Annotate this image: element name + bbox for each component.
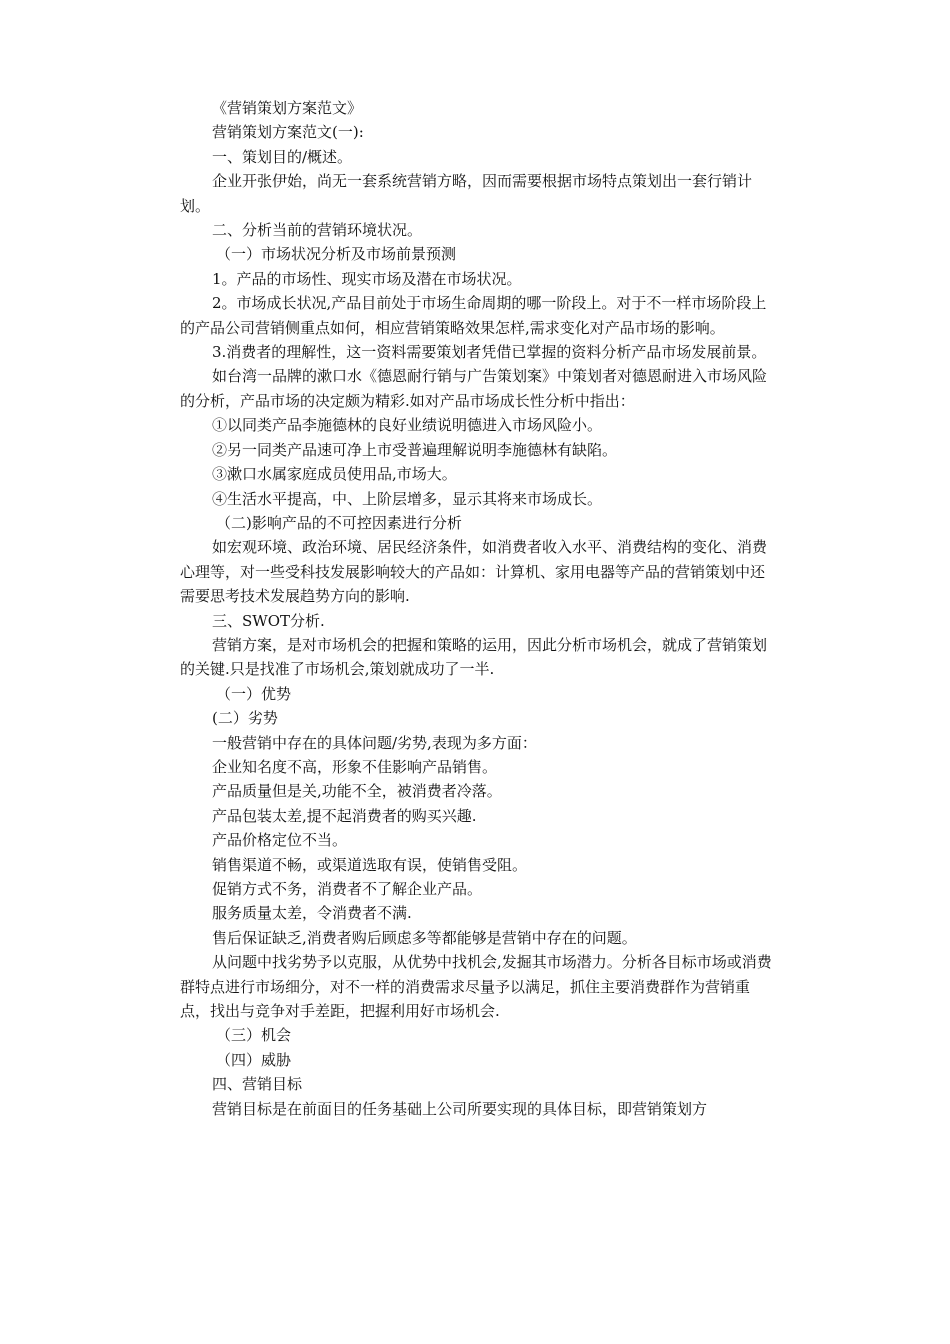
list-item: 售后保证缺乏,消费者购后顾虑多等都能够是营销中存在的问题。 xyxy=(212,928,637,947)
body-paragraph: 如宏观环境、政治环境、居民经济条件，如消费者收入水平、消费结构的变化、消费心理等，对一些受科技发展影响较大的产品如：计算机、家用电器等产品的营销策划中还需要思考技术发展趋势方向的影响. xyxy=(180,538,768,606)
list-item: ①以同类产品李施德林的良好业绩说明德进入市场风险小。 xyxy=(212,416,603,435)
body-paragraph: 一般营销中存在的具体问题/劣势,表现为多方面： xyxy=(212,733,537,752)
section-heading: 营销策划方案范文(一): xyxy=(212,123,364,142)
body-paragraph: 企业开张伊始，尚无一套系统营销方略，因而需要根据市场特点策划出一套行销计划。 xyxy=(180,172,753,215)
section-heading: 二、分析当前的营销环境状况。 xyxy=(212,221,423,240)
list-item: 促销方式不务，消费者不了解企业产品。 xyxy=(212,880,483,898)
list-item: 1。产品的市场性、现实市场及潜在市场状况。 xyxy=(212,269,522,288)
body-paragraph: 从问题中找劣势予以克服，从优势中找机会,发掘其市场潜力。分析各目标市场或消费群特点进行市场细分，对不一样的消费需求尽量予以满足，抓住主要消费群作为营销重点，找出与竞争对手差距，把握利用好市场机会. xyxy=(180,953,772,1021)
body-paragraph: 营销方案，是对市场机会的把握和策略的运用，因此分析市场机会，就成了营销策划的关键.只是找准了市场机会,策划就成功了一半. xyxy=(180,635,768,679)
subsection-heading: （四）威胁 xyxy=(216,1050,292,1069)
list-item: ④生活水平提高，中、上阶层增多，显示其将来市场成长。 xyxy=(212,489,603,508)
list-item: 销售渠道不畅，或渠道选取有误，使销售受阻。 xyxy=(212,855,528,874)
list-item: 产品价格定位不当。 xyxy=(212,831,348,850)
body-paragraph: 如台湾一品牌的漱口水《德恩耐行销与广告策划案》中策划者对德恩耐进入市场风险的分析，产品市场的决定颇为精彩.如对产品市场成长性分析中指出： xyxy=(180,367,768,410)
subsection-heading: （二)影响产品的不可控因素进行分析 xyxy=(216,513,462,532)
list-item: ②另一同类产品速可净上市受普遍理解说明李施德林有缺陷。 xyxy=(212,440,618,459)
subsection-heading: (二）劣势 xyxy=(212,709,278,728)
section-heading: 四、营销目标 xyxy=(212,1075,303,1094)
document-body xyxy=(180,96,774,1121)
body-paragraph: 营销目标是在前面目的任务基础上公司所要实现的具体目标，即营销策划方 xyxy=(212,1099,708,1118)
section-heading: 一、策划目的/概述。 xyxy=(212,147,353,166)
doc-title: 《营销策划方案范文》 xyxy=(212,99,363,117)
section-heading: 三、SWOT分析. xyxy=(212,611,325,630)
list-item: 企业知名度不高，形象不佳影响产品销售。 xyxy=(212,757,498,776)
subsection-heading: （三）机会 xyxy=(216,1026,292,1045)
list-item: 3.消费者的理解性，这一资料需要策划者凭借已掌握的资料分析产品市场发展前景。 xyxy=(212,343,767,362)
list-item: 产品质量但是关,功能不全，被消费者冷落。 xyxy=(212,782,502,801)
list-item: 2。市场成长状况,产品目前处于市场生命周期的哪一阶段上。对于不一样市场阶段上的产品公司营销侧重点如何，相应营销策略效果怎样,需求变化对产品市场的影响。 xyxy=(180,294,767,337)
list-item: ③漱口水属家庭成员使用品,市场大。 xyxy=(212,465,457,484)
list-item: 服务质量太差，令消费者不满. xyxy=(212,904,412,923)
list-item: 产品包装太差,提不起消费者的购买兴趣. xyxy=(212,806,477,825)
subsection-heading: （一）市场状况分析及市场前景预测 xyxy=(216,245,457,264)
subsection-heading: （一）优势 xyxy=(216,684,292,703)
